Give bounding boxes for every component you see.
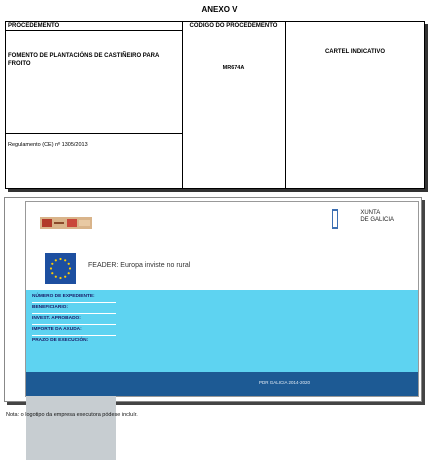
field-rule	[32, 302, 116, 303]
xunta-logo-text	[360, 210, 394, 224]
procedure-name: FOMENTO DE PLANTACIÓNS DE CASTIÑEIRO PARA FROITO	[8, 53, 160, 67]
pdr-footer-text: PDR GALICIA 2014-2020	[259, 380, 311, 385]
xunta-line-2: DE GALICIA	[360, 217, 394, 223]
note-text: Nota: o logotipo da empresa executora pódese incluír.	[6, 412, 138, 418]
field-rule	[32, 313, 116, 314]
field-aid-amount: IMPORTE DA AXUDA:	[32, 327, 82, 332]
field-rule	[32, 335, 116, 336]
field-beneficiary: BENEFICIARIO:	[32, 305, 68, 310]
eu-flag-icon	[45, 253, 76, 284]
info-panel	[26, 290, 418, 372]
poster	[4, 197, 422, 402]
field-expedient: NÚMERO DE EXPEDIENTE:	[32, 294, 95, 299]
field-investment: INVEST. APROBADO:	[32, 316, 81, 321]
poster-frame	[25, 201, 419, 397]
header-rule	[6, 30, 182, 31]
code-value: MR674A	[222, 65, 245, 71]
feader-slogan: FEADER: Europa inviste no rural	[88, 262, 191, 269]
info-field-strip	[26, 393, 116, 460]
regulation: Regulamento (CE) nº 1305/2013	[8, 142, 88, 148]
field-deadline: PRAZO DE EXECUCIÓN:	[32, 338, 89, 343]
cartel-label: CARTEL INDICATIVO	[324, 49, 386, 55]
code-column	[182, 22, 286, 188]
cartel-column	[286, 22, 424, 188]
row-rule	[6, 133, 182, 134]
procedure-column	[6, 22, 183, 188]
annex-title: ANEXO V	[201, 5, 238, 14]
pdr-footer	[26, 372, 418, 396]
xunta-line-1: XUNTA	[360, 210, 381, 216]
xunta-mark-icon	[332, 209, 338, 229]
procedure-header: PROCEDEMENTO	[8, 23, 60, 29]
code-header: CÓDIGO DO PROCEDEMENTO	[189, 23, 278, 29]
procedure-table	[5, 21, 425, 189]
field-rule	[32, 324, 116, 325]
galicia-logo-icon	[40, 217, 92, 229]
